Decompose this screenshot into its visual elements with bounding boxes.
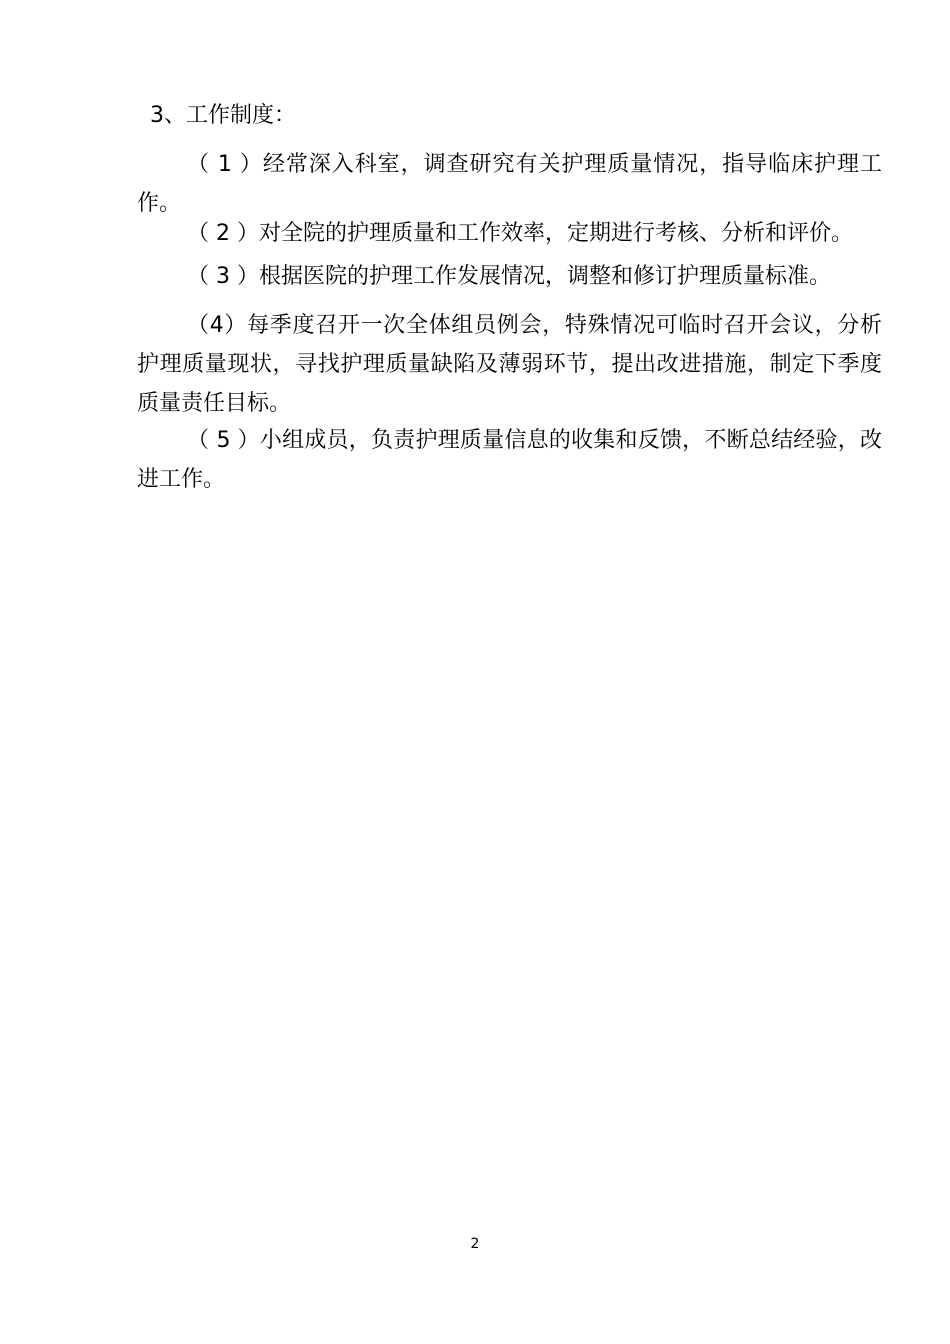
section-heading: 3、工作制度：	[150, 103, 296, 128]
paragraph-5: （ 5 ）小组成员，负责护理质量信息的收集和反馈，不断总结经验，改进工作。	[137, 428, 882, 492]
paragraph-1: （ 1 ）经常深入科室，调查研究有关护理质量情况，指导临床护理工作。	[137, 152, 882, 216]
paragraph-2: （ 2 ）对全院的护理质量和工作效率，定期进行考核、分析和评价。	[187, 221, 853, 246]
paragraph-4: （4）每季度召开一次全体组员例会，特殊情况可临时召开会议，分析护理质量现状，寻找护理质量缺陷及薄弱环节，提出改进措施，制定下季度质量责任目标。	[137, 313, 882, 416]
paragraph-3: （ 3 ）根据医院的护理工作发展情况，调整和修订护理质量标准。	[187, 264, 831, 289]
page-number: 2	[470, 1236, 480, 1252]
